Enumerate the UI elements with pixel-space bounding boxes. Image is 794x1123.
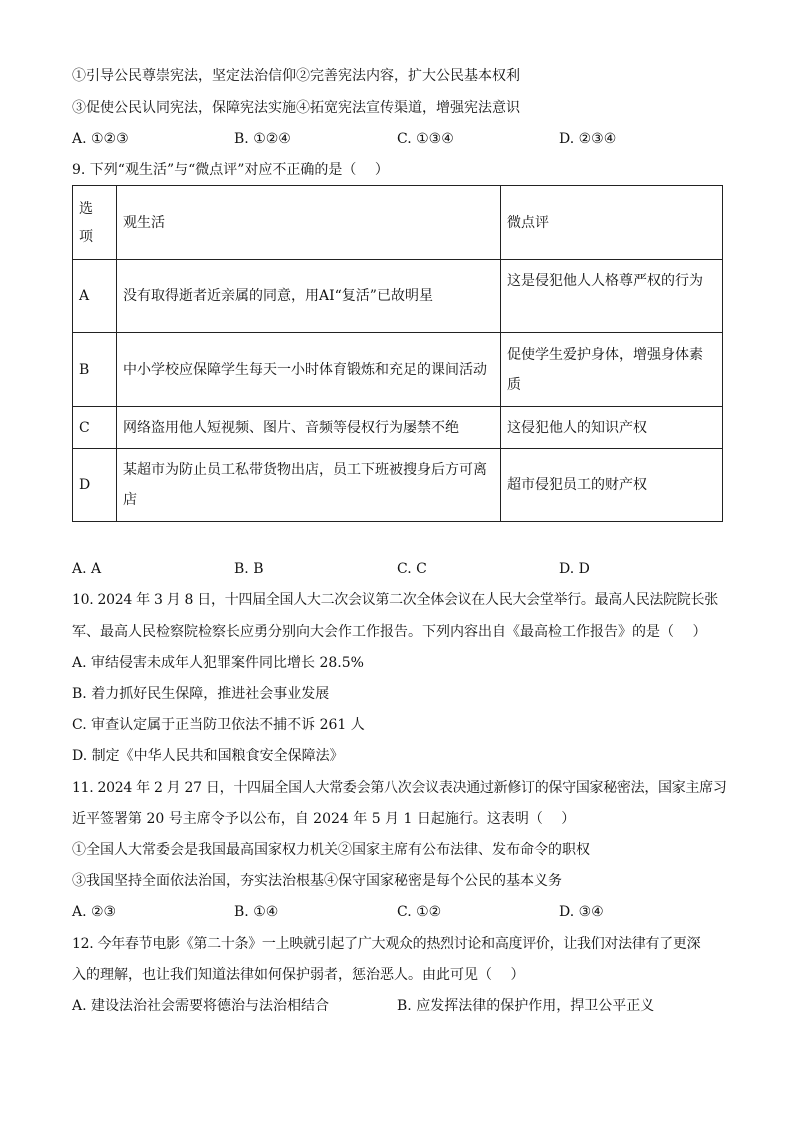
row-comment: 超市侵犯员工的财产权 — [501, 449, 723, 522]
q10-stem-line-2: 军、最高人民检察院检察长应勇分别向大会作工作报告。下列内容出自《最高检工作报告》的是（ ） — [72, 624, 707, 640]
q8-option-a: A. ①②③ — [72, 131, 129, 147]
row-life: 网络盗用他人短视频、图片、音频等侵权行为屡禁不绝 — [117, 407, 501, 449]
header-option: 选项 — [73, 186, 117, 260]
q11-stem-line-2: 近平签署第 20 号主席令予以公布，自 2024 年 5 月 1 日起施行。这表明（ ） — [72, 811, 576, 827]
row-option: A — [73, 260, 117, 333]
q10-stem-line-1: 10. 2024 年 3 月 8 日，十四届全国人大二次会议第二次全体会议在人民大会堂举行。最高人民法院院长张 — [72, 592, 718, 608]
q11-statement-line-1: ①全国人大常委会是我国最高国家权力机关②国家主席有公布法律、发布命令的职权 — [72, 842, 590, 858]
q8-option-b: B. ①②④ — [234, 131, 291, 147]
q10-option-b: B. 着力抓好民生保障，推进社会事业发展 — [72, 686, 330, 702]
row-option: D — [73, 449, 117, 522]
q9-option-d: D. D — [559, 561, 590, 577]
q8-statement-line-1: ①引导公民尊崇宪法，坚定法治信仰②完善宪法内容，扩大公民基本权利 — [72, 68, 520, 84]
q9-stem: 9. 下列“观生活”与“微点评”对应不正确的是（ ） — [72, 162, 389, 178]
row-option: C — [73, 407, 117, 449]
q10-option-a: A. 审结侵害未成年人犯罪案件同比增长 28.5% — [72, 655, 364, 671]
q11-stem-line-1: 11. 2024 年 2 月 27 日，十四届全国人大常委会第八次会议表决通过新修订的保守国家秘密法，国家主席习 — [72, 780, 727, 796]
row-life: 某超市为防止员工私带货物出店，员工下班被搜身后方可离店 — [117, 449, 501, 522]
q8-option-c: C. ①③④ — [397, 131, 454, 147]
q8-option-d: D. ②③④ — [559, 131, 617, 147]
header-life: 观生活 — [117, 186, 501, 260]
row-comment: 促使学生爱护身体，增强身体素质 — [501, 333, 723, 407]
q11-options — [72, 902, 722, 922]
q8-statement-line-2: ③促使公民认同宪法，保障宪法实施④拓宽宪法宣传渠道，增强宪法意识 — [72, 100, 520, 116]
q12-option-a: A. 建设法治社会需要将德治与法治相结合 — [72, 998, 330, 1014]
header-comment: 微点评 — [501, 186, 723, 260]
row-life: 中小学校应保障学生每天一小时体育锻炼和充足的课间活动 — [117, 333, 501, 407]
q10-option-d: D. 制定《中华人民共和国粮食安全保障法》 — [72, 748, 344, 764]
q11-statement-line-2: ③我国坚持全面依法治国，夯实法治根基④保守国家秘密是每个公民的基本义务 — [72, 873, 562, 889]
table-row — [73, 260, 723, 333]
table-header-row — [73, 186, 723, 260]
row-option: B — [73, 333, 117, 407]
table-row — [73, 333, 723, 407]
row-comment: 这是侵犯他人人格尊严权的行为 — [501, 260, 723, 333]
q9-option-c: C. C — [397, 561, 427, 577]
q11-option-b: B. ①④ — [234, 904, 279, 920]
q12-option-b: B. 应发挥法律的保护作用，捍卫公平正义 — [397, 998, 655, 1014]
q9-options — [72, 559, 722, 579]
q9-option-a: A. A — [72, 561, 102, 577]
q12-stem-line-2: 入的理解，也让我们知道法律如何保护弱者，惩治恶人。由此可见（ ） — [72, 967, 525, 983]
row-life: 没有取得逝者近亲属的同意，用AI“复活”已故明星 — [117, 260, 501, 333]
q11-option-a: A. ②③ — [72, 904, 117, 920]
q12-options — [72, 996, 722, 1016]
q8-options — [72, 129, 722, 149]
q11-option-c: C. ①② — [397, 904, 442, 920]
q9-option-b: B. B — [234, 561, 264, 577]
table-row — [73, 407, 723, 449]
q9-table — [72, 185, 723, 522]
q11-option-d: D. ③④ — [559, 904, 604, 920]
row-comment: 这侵犯他人的知识产权 — [501, 407, 723, 449]
q12-stem-line-1: 12. 今年春节电影《第二十条》一上映就引起了广大观众的热烈讨论和高度评价，让我们对法律有了更深 — [72, 936, 701, 952]
table-row — [73, 449, 723, 522]
q10-option-c: C. 审查认定属于正当防卫依法不捕不诉 261 人 — [72, 717, 365, 733]
